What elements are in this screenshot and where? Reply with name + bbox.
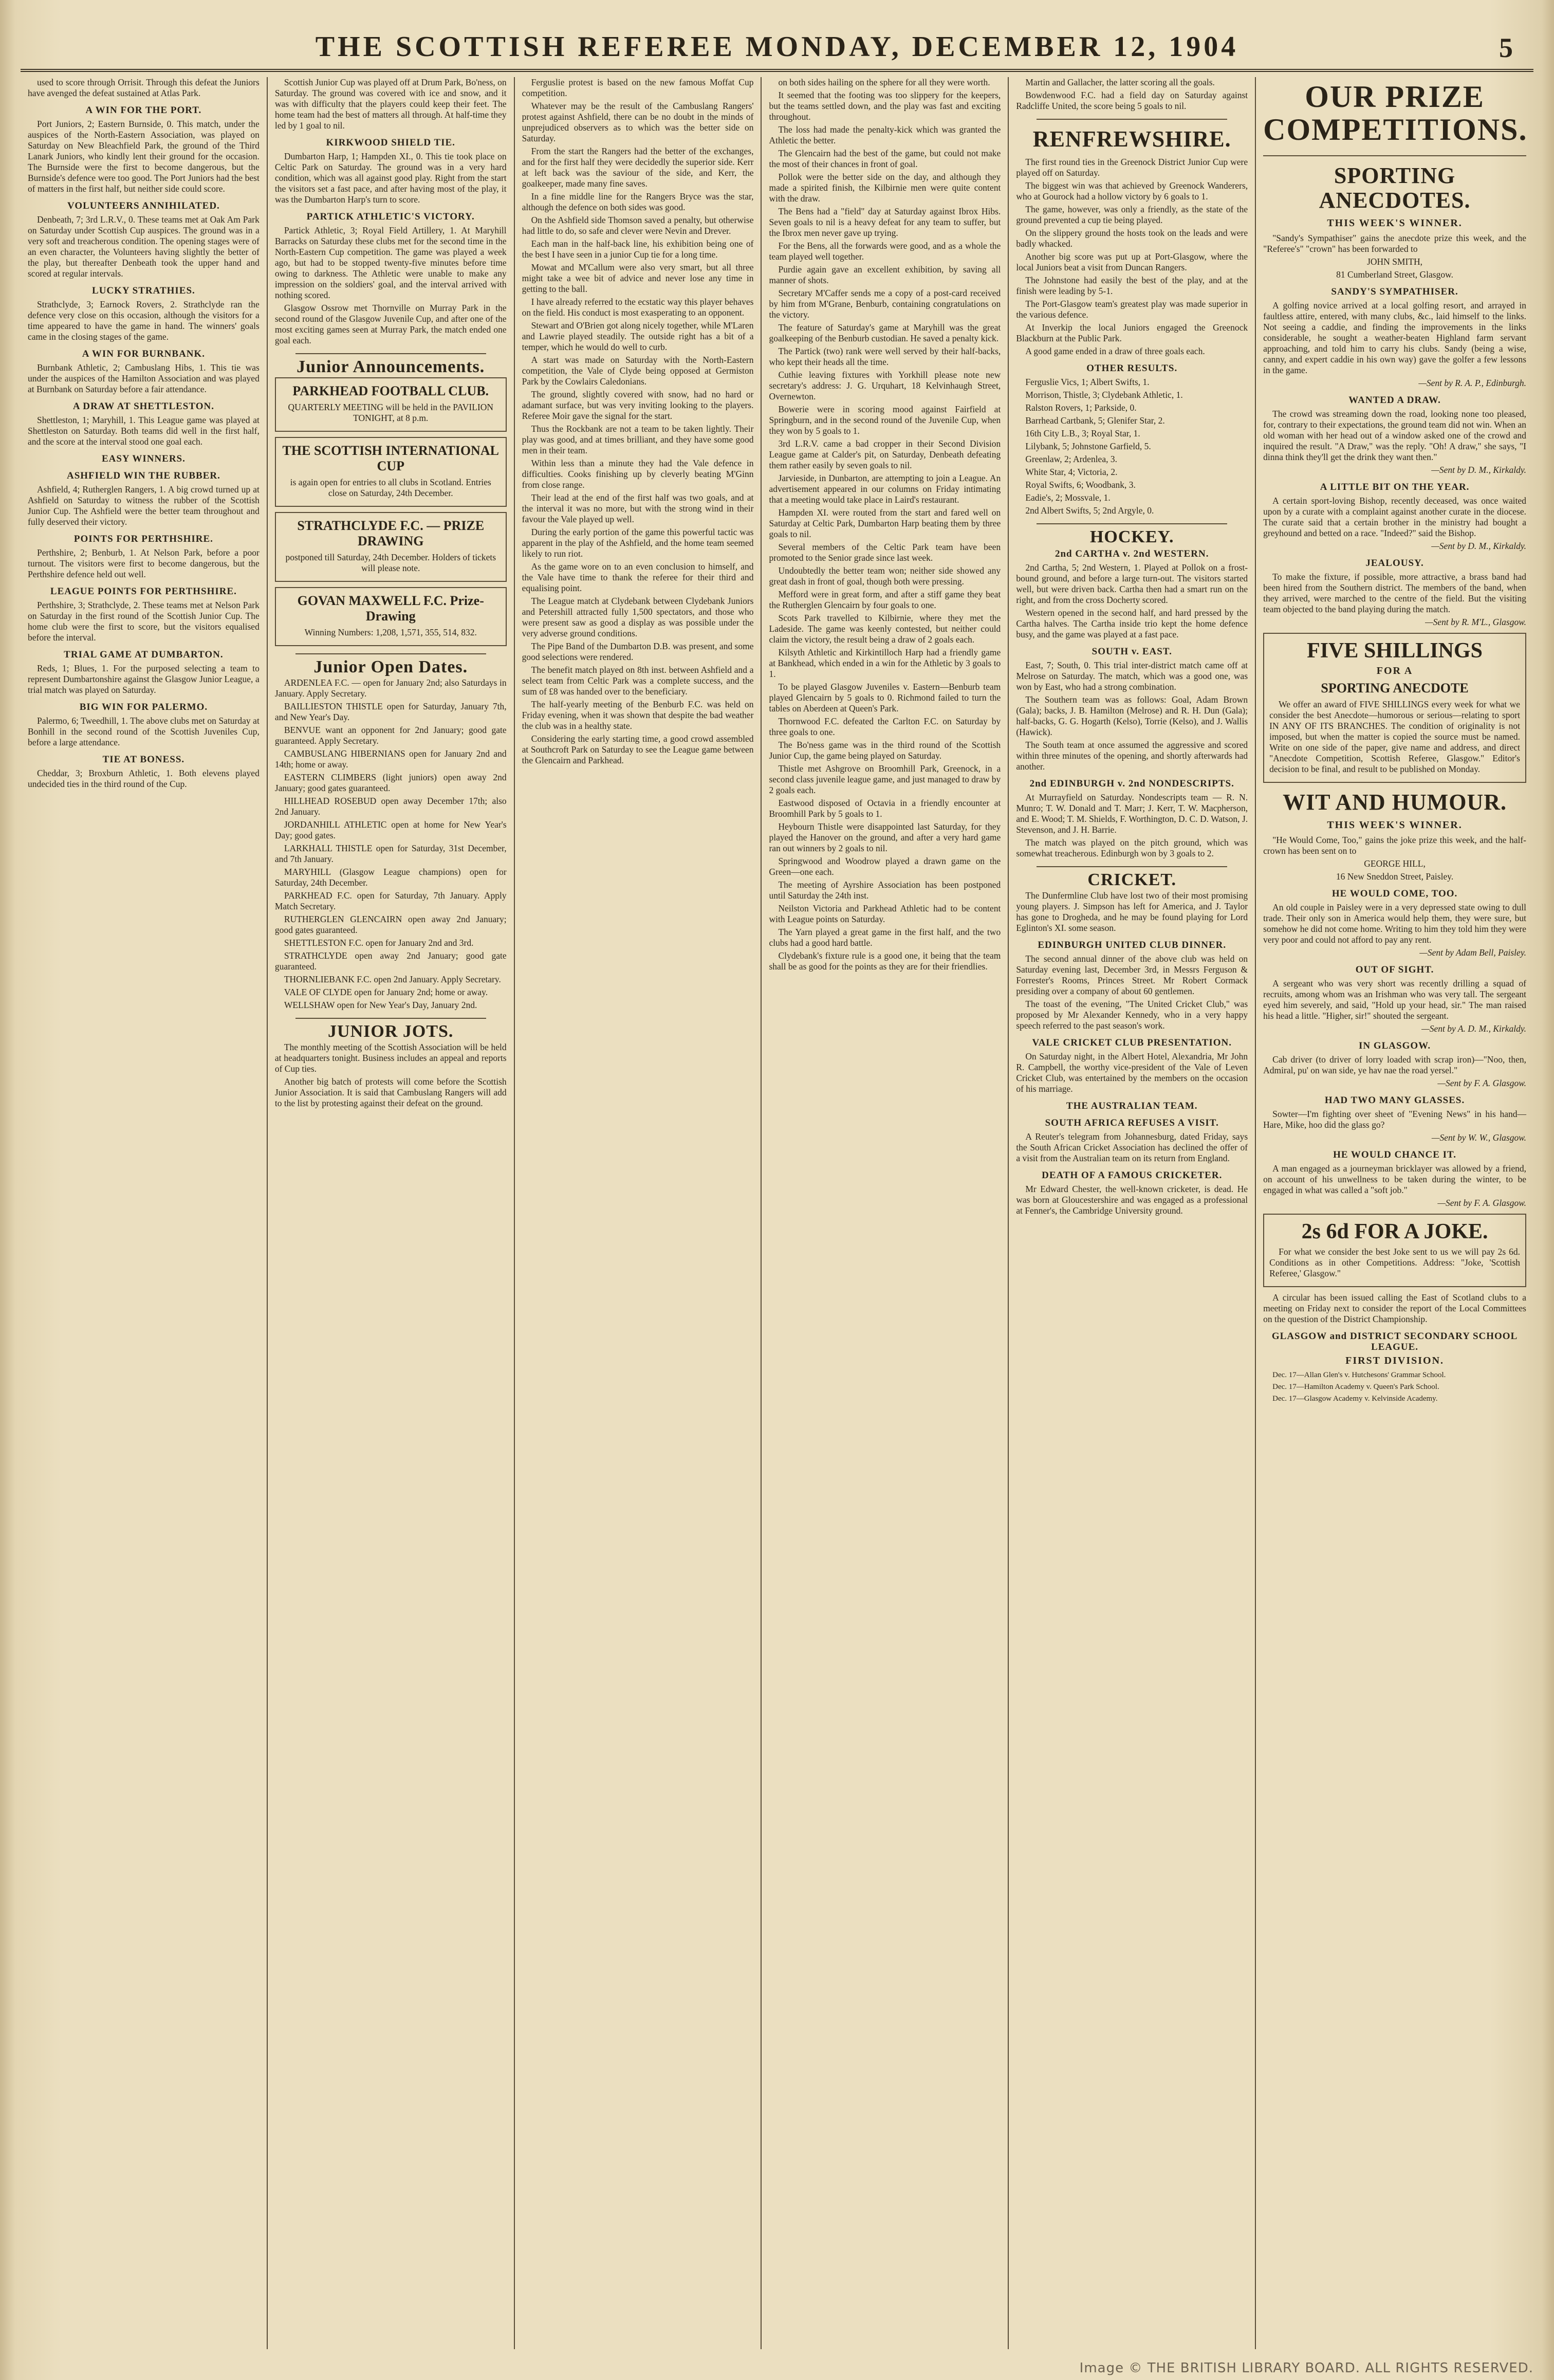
fixture-item: Dec. 17—Hamilton Academy v. Queen's Park School. bbox=[1272, 1383, 1439, 1391]
section-heading: EDINBURGH UNITED CLUB DINNER. bbox=[1038, 940, 1227, 950]
article-text: A golfing novice arrived at a local golfing resort, and arrayed in faultless attire, entered, with many clubs, &c., laid himself to the links. Not seeing a caddie, and finding the improvements in the links considerable, he sought a weather-beaten Highland farm servant approaching, and told him to carry his clubs. Sandy (being a wise, canny, and expert caddie in his own way) gave the golfer a few lessons in the game. bbox=[1263, 300, 1526, 375]
article-text: Undoubtedly the better team won; neither side showed any great dash in front of goal, though both were pressing. bbox=[769, 565, 1001, 587]
winner-name: GEORGE HILL, bbox=[1364, 858, 1426, 869]
announcement-text: QUARTERLY MEETING will be held in the PAVILION TONIGHT, at 8 p.m. bbox=[288, 402, 493, 423]
signature: —Sent by R. M'L., Glasgow. bbox=[1425, 617, 1526, 627]
article-text: Shettleston, 1; Maryhill, 1. This League game was played at Shettleston on Saturday. Both teams did well in the first half, and the score at the interval stood one goal each. bbox=[28, 415, 260, 447]
five-shillings-ad bbox=[1263, 633, 1526, 783]
article-text: The Dunfermline Club have lost two of their most promising young players. J. Simpson has left for America, and J. Taylor has gone to Drogheda, and he may be found playing for Lord Eglinton's XI. some season. bbox=[1016, 890, 1248, 933]
article-text: A good game ended in a draw of three goals each. bbox=[1025, 346, 1205, 356]
open-date-item: CAMBUSLANG HIBERNIANS open for January 2nd and 14th; home or away. bbox=[274, 748, 507, 770]
article-text: A man engaged as a journeyman bricklayer was allowed by a friend, on account of his unwellness to be taken during the winter, to be engaged in what was called a "soft job." bbox=[1263, 1163, 1526, 1195]
announcement-title: GOVAN MAXWELL F.C. Prize-Drawing bbox=[297, 593, 484, 624]
article-text: Thistle met Ashgrove on Broomhill Park, Greenock, in a second class juvenile league game, and just managed to draw by 2 goals each. bbox=[769, 763, 1001, 795]
article-text: Reds, 1; Blues, 1. For the purposed selecting a team to represent Dumbartonshire against the Glasgow Junior League, a trial match was played on Saturday. bbox=[28, 663, 260, 695]
section-heading: 2nd CARTHA v. 2nd WESTERN. bbox=[1054, 548, 1209, 559]
article-text: To make the fixture, if possible, more attractive, a brass band had been hired from the Southern district. The members of the band, when they arrived, were marched to the centre of the field. But the visiting team objected to the band playing during the match. bbox=[1263, 572, 1526, 614]
article-text: The ground, slightly covered with snow, had no hard or adamant surface, but was very inviting looking to the players. Referee Moir gave the signal for the start. bbox=[522, 389, 754, 421]
article-text: The Southern team was as follows: Goal, Adam Brown (Gala); backs, J. B. Hamilton (Melrose) and R. H. Dun (Gala); half-backs, G. G. Hogarth (Kelso), Torrie (Kelso), and J. Wallis (Hawick). bbox=[1016, 694, 1248, 737]
article-text: The Yarn played a great game in the first half, and the two clubs had a good hard battle. bbox=[769, 927, 1001, 948]
wit-and-humour-heading: WIT AND HUMOUR. bbox=[1283, 790, 1507, 815]
signature: —Sent by R. A. P., Edinburgh. bbox=[1418, 378, 1526, 388]
article-text: Cuthie leaving fixtures with Yorkhill please note new secretary's address: J. G. Urquhart, 18 Kelvinhaugh Street, Overnewton. bbox=[769, 370, 1001, 401]
masthead bbox=[21, 25, 1533, 72]
open-date-item: BAILLIESTON THISTLE open for Saturday, January 7th, and New Year's Day. bbox=[274, 701, 507, 722]
article-text: A start was made on Saturday with the North-Eastern competition, the Vale of Clyde being opposed at Germiston Park by the Cowlairs Caledonians. bbox=[522, 355, 754, 387]
section-heading: TRIAL GAME AT DUMBARTON. bbox=[64, 649, 224, 660]
section-heading: VALE CRICKET CLUB PRESENTATION. bbox=[1032, 1037, 1232, 1048]
article-text: Thornwood F.C. defeated the Carlton F.C. on Saturday by three goals to one. bbox=[769, 716, 1001, 737]
section-heading: SANDY'S SYMPATHISER. bbox=[1331, 286, 1458, 297]
column-2 bbox=[268, 77, 515, 2349]
joke-prize-ad bbox=[1263, 1214, 1526, 1287]
section-heading: OUT OF SIGHT. bbox=[1355, 964, 1434, 975]
junior-jots-heading: JUNIOR JOTS. bbox=[328, 1022, 454, 1041]
section-heading: A LITTLE BIT ON THE YEAR. bbox=[1320, 482, 1470, 492]
article-text: At Murrayfield on Saturday. Nondescripts team — R. N. Munro; T. W. Donald and T. Marr; J. Kerr, T. W. Macpherson, and E. Wood; T. M. Shields, F. Worthington, D. C. D. Watson, J. Stevenson, and J. H. Barrie. bbox=[1016, 792, 1248, 835]
article-text: Thus the Rockbank are not a team to be taken lightly. Their play was good, and at times brilliant, and they have some good men in their team. bbox=[522, 424, 754, 455]
signature: —Sent by A. D. M., Kirkaldy. bbox=[1421, 1023, 1526, 1034]
hockey-heading: HOCKEY. bbox=[1089, 527, 1174, 546]
prize-competitions-heading: OUR PRIZE COMPETITIONS. bbox=[1263, 80, 1528, 147]
announcement-title: THE SCOTTISH INTERNATIONAL CUP bbox=[282, 443, 499, 473]
article-text: During the early portion of the game this powerful tactic was apparent in the play of the Ashfield, and the home team seemed likely to run riot. bbox=[522, 527, 754, 559]
article-text: Dumbarton Harp, 1; Hampden XI., 0. This tie took place on Celtic Park on Saturday. The ground was in a very hard condition, which was all against good play. Right from the start the visitors set a fast pace, and after having most of the play, it was the Dumbarton Harp's turn to score. bbox=[274, 151, 507, 205]
article-text: Clydebank's fixture rule is a good one, it being that the team shall be as good for the points as they are for their friendlies. bbox=[769, 950, 1001, 972]
article-text: used to score through Orrisit. Through this defeat the Juniors have avenged the defeat sustained at Atlas Park. bbox=[28, 77, 260, 98]
article-text: Cheddar, 3; Broxburn Athletic, 1. Both elevens played undecided ties in the third round of the Cup. bbox=[28, 768, 260, 789]
open-date-item: JORDANHILL ATHLETIC open at home for New Year's Day; good gates. bbox=[274, 819, 507, 840]
winner-name: JOHN SMITH, bbox=[1367, 257, 1423, 267]
article-text: The Pipe Band of the Dumbarton D.B. was present, and some good selections were rendered. bbox=[522, 641, 754, 662]
divider bbox=[1263, 155, 1526, 156]
article-text: On the Ashfield side Thomson saved a penalty, but otherwise had little to do, so safe and clever were Nevin and Drever. bbox=[522, 215, 754, 236]
ad-title: FIVE SHILLINGS bbox=[1307, 639, 1483, 663]
section-heading: BIG WIN FOR PALERMO. bbox=[79, 702, 208, 712]
divider bbox=[1037, 866, 1227, 867]
signature: —Sent by Adam Bell, Paisley. bbox=[1419, 947, 1526, 958]
weekly-winner-label: THIS WEEK'S WINNER. bbox=[1327, 819, 1463, 831]
ad-subtitle: SPORTING ANECDOTE bbox=[1321, 681, 1469, 695]
article-text: Cab driver (to driver of lorry loaded with scrap iron)—"Noo, then, Admiral, pu' on wan side, ye hav nae the road yersel." bbox=[1263, 1054, 1526, 1075]
page-number: 5 bbox=[1499, 32, 1513, 63]
article-text: Ferguslie protest is based on the new famous Moffat Cup competition. bbox=[522, 77, 754, 98]
column-4 bbox=[762, 77, 1009, 2349]
open-date-item: PARKHEAD F.C. open for Saturday, 7th January. Apply Match Secretary. bbox=[274, 890, 507, 911]
section-heading: 2nd EDINBURGH v. 2nd NONDESCRIPTS. bbox=[1029, 778, 1234, 789]
section-heading: THE AUSTRALIAN TEAM. bbox=[1066, 1101, 1198, 1111]
article-text: Port Juniors, 2; Eastern Burnside, 0. This match, under the auspices of the North-Eastern Association, was played on Saturday on New Bleachfield Park, the ground of the Third Lanark Juniors, who kindly lent their ground for the occasion. The Burnside were the first to become dangerous, but the Burnside's defence were too good. The Port Juniors had the best of matters in the first half, but neither side could score. bbox=[28, 119, 260, 194]
section-heading: HE WOULD COME, TOO. bbox=[1331, 888, 1458, 899]
article-text: Burnbank Athletic, 2; Cambuslang Hibs, 1. This tie was under the auspices of the Hamilton Association and was played at Burnbank on Saturday before a fair attendance. bbox=[28, 362, 260, 394]
section-heading: VOLUNTEERS ANNIHILATED. bbox=[67, 200, 220, 211]
article-text: Pollok were the better side on the day, and although they made a spirited finish, the Kilbirnie men were quite content with the draw. bbox=[769, 172, 1001, 204]
article-text: Jarvieside, in Dunbarton, are attempting to join a League. An advertisement appeared in our columns on Friday intimating that a meeting would take place in Laird's restaurant. bbox=[769, 473, 1001, 505]
article-text: I have already referred to the ecstatic way this player behaves on the field. His conduct is most exasperating to an opponent. bbox=[522, 297, 754, 318]
open-date-item: SHETTLESTON F.C. open for January 2nd and 3rd. bbox=[284, 938, 474, 948]
announcement-text: is again open for entries to all clubs in Scotland. Entries close on Saturday, 24th December. bbox=[290, 477, 491, 498]
article-text: To be played Glasgow Juveniles v. Eastern—Benburb team played Glencairn by 5 goals to 0. Richmond failed to turn the tables on Aberdeen at Queen's Park. bbox=[769, 682, 1001, 713]
article-text: Within less than a minute they had the Vale defence in difficulties. Cooks finishing up by cleverly beating M'Ginn from close range. bbox=[522, 458, 754, 490]
section-heading: KIRKWOOD SHIELD TIE. bbox=[326, 137, 455, 148]
article-text: 3rd L.R.V. came a bad cropper in their Second Division League game at Calder's pit, on Saturday, Denbeath defeating them rather easily by seven goals to nil. bbox=[769, 438, 1001, 470]
section-heading: GLASGOW and DISTRICT SECONDARY SCHOOL LEAGUE. bbox=[1271, 1331, 1518, 1352]
result-item: Lilybank, 5; Johnstone Garfield, 5. bbox=[1025, 441, 1151, 451]
section-heading: HAD TWO MANY GLASSES. bbox=[1324, 1095, 1465, 1106]
article-text: Scots Park travelled to Kilbirnie, where they met the Ladeside. The game was keenly contested, but neither could claim the victory, the result being a draw of 2 goals each. bbox=[769, 613, 1001, 645]
section-heading: HE WOULD CHANCE IT. bbox=[1333, 1149, 1457, 1160]
article-text: Scottish Junior Cup was played off at Drum Park, Bo'ness, on Saturday. The ground was covered with ice and snow, and it was with difficulty that the players could keep their feet. The home team had the best of matters all through. At half-time they led by 1 goal to nil. bbox=[274, 77, 507, 131]
result-item: Morrison, Thistle, 3; Clydebank Athletic, 1. bbox=[1025, 390, 1183, 400]
divider bbox=[295, 1018, 486, 1019]
article-text: The half-yearly meeting of the Benburb F.C. was held on Friday evening, when it was shown that despite the bad weather the club was in a healthy state. bbox=[522, 699, 754, 731]
result-item: 2nd Albert Swifts, 5; 2nd Argyle, 0. bbox=[1025, 505, 1154, 516]
article-text: The Bo'ness game was in the third round of the Scottish Junior Cup, the game being played on Saturday. bbox=[769, 740, 1001, 761]
ad-title: 2s 6d FOR A JOKE. bbox=[1301, 1220, 1488, 1243]
article-text: Hampden XI. were routed from the start and fared well on Saturday at Celtic Park, Dumbarton Harp beating them by three goals to nil. bbox=[769, 507, 1001, 539]
result-item: White Star, 4; Victoria, 2. bbox=[1025, 467, 1118, 477]
article-text: Strathclyde, 3; Earnock Rovers, 2. Strathclyde ran the defence very close on this occasion, although the visitors for a time appeared to have the game in hand. The winners' goals came in the closing stages of the game. bbox=[28, 299, 260, 342]
column-3 bbox=[515, 77, 762, 2349]
column-1 bbox=[21, 77, 268, 2349]
article-text: The match was played on the pitch ground, which was somewhat treacherous. Edinburgh won by 3 goals to 2. bbox=[1016, 837, 1248, 858]
article-text: Kilsyth Athletic and Kirkintilloch Harp had a friendly game at Bankhead, which ended in a win for the Athletic by 3 goals to 1. bbox=[769, 647, 1001, 679]
division-label: FIRST DIVISION. bbox=[1345, 1355, 1445, 1366]
article-text: Ashfield, 4; Rutherglen Rangers, 1. A big crowd turned up at Ashfield on Saturday to witness the rubber of the Scottish Junior Cup. The Ashfield were the better team throughout and fully deserved their victory. bbox=[28, 484, 260, 527]
section-heading: TIE AT BONESS. bbox=[102, 754, 185, 765]
article-text: The Port-Glasgow team's greatest play was made superior in the various defence. bbox=[1016, 299, 1248, 320]
section-heading: LEAGUE POINTS FOR PERTHSHIRE. bbox=[50, 586, 237, 597]
article-text: "He Would Come, Too," gains the joke prize this week, and the half-crown has been sent on to bbox=[1263, 835, 1526, 856]
announcement bbox=[275, 512, 507, 582]
open-date-item: VALE OF CLYDE open for January 2nd; home or away. bbox=[284, 987, 488, 997]
divider bbox=[1037, 523, 1227, 524]
column-5 bbox=[1009, 77, 1256, 2349]
section-heading: A WIN FOR THE PORT. bbox=[85, 105, 202, 116]
signature: —Sent by F. A. Glasgow. bbox=[1437, 1078, 1526, 1088]
article-text: At Inverkip the local Juniors engaged the Greenock Blackburn at the Public Park. bbox=[1016, 322, 1248, 343]
article-text: The benefit match played on 8th inst. between Ashfield and a select team from Celtic Park was a complete success, and the sum of £8 was handed over to the beneficiary. bbox=[522, 665, 754, 697]
article-text: Purdie again gave an excellent exhibition, by saving all manner of shots. bbox=[769, 264, 1001, 285]
article-text: The League match at Clydebank between Clydebank Juniors and Petershill attracted fully 1,500 spectators, and those who were present saw as good a display as was possible under the very adverse ground conditions. bbox=[522, 596, 754, 638]
article-text: The biggest win was that achieved by Greenock Wanderers, who at Gourock had a hollow victory by 6 goals to 1. bbox=[1016, 180, 1248, 202]
section-heading: A WIN FOR BURNBANK. bbox=[82, 349, 206, 359]
open-date-item: RUTHERGLEN GLENCAIRN open away 2nd January; good gates guaranteed. bbox=[274, 914, 507, 935]
section-heading: SOUTH v. EAST. bbox=[1092, 646, 1172, 657]
article-text: A certain sport-loving Bishop, recently deceased, was once waited upon by a curate with a complaint against another curate in the diocese. The curate said that a certain brother in the ministry had bought a greyhound and betted on a race. "Indeed?" said the Bishop. bbox=[1263, 496, 1526, 538]
section-heading: OTHER RESULTS. bbox=[1086, 363, 1178, 374]
article-text: Perthshire, 2; Benburb, 1. At Nelson Park, before a poor turnout. The visitors were first to become dangerous, but the Perthshire defence held out well. bbox=[28, 547, 260, 579]
article-text: The Glencairn had the best of the game, but could not make the most of their chances in front of goal. bbox=[769, 148, 1001, 169]
article-text: The first round ties in the Greenock District Junior Cup were played off on Saturday. bbox=[1016, 157, 1248, 178]
article-text: On the slippery ground the hosts took on the leads and were badly whacked. bbox=[1016, 228, 1248, 249]
signature: —Sent by W. W., Glasgow. bbox=[1431, 1132, 1526, 1143]
open-date-item: EASTERN CLIMBERS (light juniors) open away 2nd January; good gates guaranteed. bbox=[274, 772, 507, 793]
page-title: THE SCOTTISH REFEREE MONDAY, DECEMBER 12, 1904 bbox=[315, 31, 1239, 63]
article-text: Glasgow Ossrow met Thornville on Murray Park in the second round of the Glasgow Juvenile Cup, and after one of the most exciting games seen at Murray Park, the match ended one goal each. bbox=[274, 303, 507, 345]
result-item: Ralston Rovers, 1; Parkside, 0. bbox=[1025, 402, 1137, 413]
columns bbox=[21, 77, 1533, 2349]
divider bbox=[1037, 119, 1227, 120]
article-text: "Sandy's Sympathiser" gains the anecdote prize this week, and the "Referee's" "crown" has been forwarded to bbox=[1263, 233, 1526, 254]
article-text: Their lead at the end of the first half was two goals, and at the interval it was no more, but with the strong wind in their favour the Vale played up well. bbox=[522, 492, 754, 524]
article-text: The Partick (two) rank were well served by their half-backs, who kept their heads all the time. bbox=[769, 346, 1001, 367]
announcement-text: postponed till Saturday, 24th December. Holders of tickets will please note. bbox=[285, 552, 496, 573]
cricket-heading: CRICKET. bbox=[1087, 870, 1177, 889]
result-item: Greenlaw, 2; Ardenlea, 3. bbox=[1025, 454, 1117, 464]
article-text: It seemed that the footing was too slippery for the keepers, but the teams settled down, and the play was fast and exciting throughout. bbox=[769, 90, 1001, 122]
article-text: From the start the Rangers had the better of the exchanges, and for the first half they were decidedly the superior side. Kerr at left back was the saviour of the side, and Kerr, the goalkeeper, made many fine saves. bbox=[522, 146, 754, 189]
article-text: The feature of Saturday's game at Maryhill was the great goalkeeping of the Benburb custodian. He saved a penalty kick. bbox=[769, 322, 1001, 343]
announcement-title: PARKHEAD FOOTBALL CLUB. bbox=[292, 383, 489, 398]
result-item: Barrhead Cartbank, 5; Glenifer Star, 2. bbox=[1025, 415, 1165, 426]
article-text: A sergeant who was very short was recently drilling a squad of recruits, among whom was an Irishman who was very tall. The sergeant eyed him severely, and said, "Hold up your head, sir." The man raised his head a little. "Higher, sir!" shouted the sergeant. bbox=[1263, 978, 1526, 1021]
article-text: Martin and Gallacher, the latter scoring all the goals. bbox=[1025, 77, 1215, 87]
article-text: Eastwood disposed of Octavia in a friendly encounter at Broomhill Park by 5 goals to 1. bbox=[769, 798, 1001, 819]
open-date-item: HILLHEAD ROSEBUD open away December 17th; also 2nd January. bbox=[274, 796, 507, 817]
article-text: Several members of the Celtic Park team have been promoted to the Senior grade since last week. bbox=[769, 542, 1001, 563]
article-text: The crowd was streaming down the road, looking none too pleased, for, contrary to their expectations, the ground team did not win. When an old woman with her head out of a window asked one of the crowd and inquired the result. "A Draw," was the reply. "Oh! A draw," she says, "I dinna think they'll get the drink they want then." bbox=[1263, 409, 1526, 462]
article-text: An old couple in Paisley were in a very depressed state owing to dull trade. Their only son in America would help them, they were sure, but somehow he did not come home. Writing to him they told him they were very poor and could not afford to pay any rent. bbox=[1263, 902, 1526, 945]
result-item: Ferguslie Vics, 1; Albert Swifts, 1. bbox=[1025, 377, 1150, 387]
article-text: Palermo, 6; Tweedhill, 1. The above clubs met on Saturday at Bonhill in the second round of the Scottish Juveniles Cup, before a large attendance. bbox=[28, 716, 260, 747]
article-text: The Johnstone had easily the best of the play, and at the finish were leading by 5-1. bbox=[1016, 275, 1248, 296]
article-text: On Saturday night, in the Albert Hotel, Alexandria, Mr John R. Campbell, the worthy vice-president of the Vale of Leven Cricket Club, was entertained by the members on the occasion of his marriage. bbox=[1016, 1051, 1248, 1094]
ad-text: For what we consider the best Joke sent to us we will pay 2s 6d. Conditions as in other Competitions. Address: "Joke, 'Scottish Referee,' Glasgow." bbox=[1269, 1247, 1520, 1278]
article-text: The loss had made the penalty-kick which was granted the Athletic the better. bbox=[769, 124, 1001, 145]
fixture-item: Dec. 17—Allan Glen's v. Hutchesons' Grammar School. bbox=[1272, 1371, 1446, 1379]
section-heading: DEATH OF A FAMOUS CRICKETER. bbox=[1042, 1170, 1223, 1181]
article-text: The monthly meeting of the Scottish Association will be held at headquarters tonight. Business includes an appeal and reports of Cup ties. bbox=[274, 1042, 507, 1074]
article-text: Denbeath, 7; 3rd L.R.V., 0. These teams met at Oak Am Park on Saturday under Scottish Cup auspices. The ground was in a very soft and treacherous condition. The opening stages were of an even character, the Volunteers having slightly the better of the play, but thereafter Denbeath took the upper hand and scored at regular intervals. bbox=[28, 214, 260, 279]
open-dates-heading: Junior Open Dates. bbox=[313, 657, 468, 676]
article-text: The second annual dinner of the above club was held on Saturday evening last, December 3rd, in Messrs Ferguson & Forrester's Rooms, Princes Street. Mr Robert Cormack presiding over a company of about 60 gentlemen. bbox=[1016, 954, 1248, 996]
section-heading: JEALOUSY. bbox=[1365, 558, 1424, 569]
open-date-item: ARDENLEA F.C. — open for January 2nd; also Saturdays in January. Apply Secretary. bbox=[274, 678, 507, 699]
section-heading: PARTICK ATHLETIC'S VICTORY. bbox=[306, 211, 475, 222]
renfrewshire-heading: RENFREWSHIRE. bbox=[1032, 126, 1231, 152]
weekly-winner-label: THIS WEEK'S WINNER. bbox=[1327, 217, 1463, 229]
article-text: Springwood and Woodrow played a drawn game on the Green—one each. bbox=[769, 856, 1001, 877]
announcement bbox=[275, 437, 507, 507]
article-text: Heybourn Thistle were disappointed last Saturday, for they played the Hanover on the ground, and after a very hard game ran out winners by 2 goals to nil. bbox=[769, 821, 1001, 853]
announcements-heading: Junior Announcements. bbox=[297, 357, 485, 376]
section-heading: LUCKY STRATHIES. bbox=[92, 285, 195, 296]
open-date-item: WELLSHAW open for New Year's Day, January 2nd. bbox=[284, 1000, 477, 1010]
article-text: Bowdenwood F.C. had a field day on Saturday against Radcliffe United, the score being 5 goals to nil. bbox=[1016, 90, 1248, 111]
column-6 bbox=[1256, 77, 1533, 2349]
ad-for: FOR A bbox=[1376, 665, 1413, 676]
article-text: Whatever may be the result of the Cambuslang Rangers' protest against Ashfield, there can be no doubt in the minds of unprejudiced observers as to which was the better side on Saturday. bbox=[522, 101, 754, 143]
article-text: 2nd Cartha, 5; 2nd Western, 1. Played at Pollok on a frost-bound ground, and before a large turn-out. The visitors started well, but were driven back. Cartha then had a smart run on the right, and from the cross Docherty scored. bbox=[1016, 562, 1248, 605]
article-text: The toast of the evening, "The United Cricket Club," was proposed by Mr Alexander Kennedy, who in a very happy speech referred to the past season's work. bbox=[1016, 999, 1248, 1031]
article-text: The South team at once assumed the aggressive and scored within three minutes of the opening, and shortly afterwards had another. bbox=[1016, 740, 1248, 772]
article-text: Stewart and O'Brien got along nicely together, while M'Laren and Lawrie played steadily. The outside right has a bit of a temper, which he would do well to curb. bbox=[522, 320, 754, 352]
result-item: Royal Swifts, 6; Woodbank, 3. bbox=[1025, 480, 1136, 490]
article-text: In a fine middle line for the Rangers Bryce was the star, although the defence on both sides was good. bbox=[522, 191, 754, 212]
article-text: The meeting of Ayrshire Association has been postponed until Saturday the 24th inst. bbox=[769, 880, 1001, 901]
article-text: The game, however, was only a friendly, as the state of the ground prevented a cup tie being played. bbox=[1016, 204, 1248, 225]
article-text: Another big score was put up at Port-Glasgow, where the local Juniors beat a visit from Duncan Rangers. bbox=[1016, 251, 1248, 272]
fixture-item: Dec. 17—Glasgow Academy v. Kelvinside Academy. bbox=[1272, 1395, 1438, 1403]
open-date-item: LARKHALL THISTLE open for Saturday, 31st December, and 7th January. bbox=[274, 843, 507, 864]
announcement-title: STRATHCLYDE F.C. — PRIZE DRAWING bbox=[297, 518, 485, 548]
announcement-text: Winning Numbers: 1,208, 1,571, 355, 514, 832. bbox=[304, 627, 477, 637]
article-text: Perthshire, 3; Strathclyde, 2. These teams met at Nelson Park on Saturday in the first round of the Scottish Junior Cup. The home club were the first to score, but the visitors equalised before the interval. bbox=[28, 600, 260, 643]
announcement bbox=[275, 587, 507, 646]
result-item: 16th City L.B., 3; Royal Star, 1. bbox=[1025, 428, 1140, 438]
article-text: Neilston Victoria and Parkhead Athletic had to be content with League points on Saturday. bbox=[769, 903, 1001, 924]
signature: —Sent by F. A. Glasgow. bbox=[1437, 1198, 1526, 1208]
article-text: The Bens had a "field" day at Saturday against Ibrox Hibs. Seven goals to nil is a heavy defeat for any team to suffer, but the Ibrox men never gave up trying. bbox=[769, 206, 1001, 238]
article-text: Each man in the half-back line, his exhibition being one of the best I have seen in a junior Cup tie for a long time. bbox=[522, 239, 754, 260]
ad-text: We offer an award of FIVE SHILLINGS every week for what we consider the best Anecdote—humorous or serious—relating to sport IN ANY OF ITS BRANCHES. The condition of originality is not imposed, but when the matter is copied the source must be named. Write on one side of the paper, give name and address, and direct "Anecdote Competition, Scottish Referee, Glasgow." Editor's decision to be final, and result to be published on Monday. bbox=[1269, 699, 1520, 774]
result-item: Eadie's, 2; Mossvale, 1. bbox=[1025, 492, 1111, 503]
article-text: For the Bens, all the forwards were good, and as a whole the team played well together. bbox=[769, 241, 1001, 262]
article-text: on both sides hailing on the sphere for all they were worth. bbox=[778, 77, 990, 87]
article-text: Mr Edward Chester, the well-known cricketer, is dead. He was born at Gloucestershire and was engaged as a professional at Fenner's, the Cambridge University ground. bbox=[1016, 1184, 1248, 1216]
announcement bbox=[275, 377, 507, 432]
winner-address: 81 Cumberland Street, Glasgow. bbox=[1336, 269, 1453, 280]
divider bbox=[295, 653, 486, 654]
open-date-item: THORNLIEBANK F.C. open 2nd January. Apply Secretary. bbox=[284, 974, 501, 984]
section-heading: A DRAW AT SHETTLESTON. bbox=[72, 401, 214, 412]
section-heading: WANTED A DRAW. bbox=[1348, 395, 1441, 406]
article-text: Partick Athletic, 3; Royal Field Artillery, 1. At Maryhill Barracks on Saturday these clubs met for the second time in the North-Eastern Cup competition. The game was played a week ago, but had to be stopped twenty-five minutes before time owing to darkness. The Athletic were unable to make any impression on the soldiers' goal, and the interval arrived with nothing scored. bbox=[274, 225, 507, 300]
article-text: Sowter—I'm fighting over sheet of "Evening News" in his hand—Hare, Mike, hoo did the glass go? bbox=[1263, 1109, 1526, 1130]
article-text: Western opened in the second half, and hard pressed by the Cartha halves. The Cartha inside trio kept the home defence busy, and the game was played at a fast pace. bbox=[1016, 608, 1248, 639]
article-text: Another big batch of protests will come before the Scottish Junior Association. It is said that Cambuslang Rangers will add to the list by protesting against their defeat on the ground. bbox=[274, 1076, 507, 1108]
article-text: Secretary M'Caffer sends me a copy of a post-card received by him from M'Grane, Benburb, containing congratulations on the victory. bbox=[769, 288, 1001, 320]
copyright-credit: Image © THE BRITISH LIBRARY BOARD. ALL RIGHTS RESERVED. bbox=[1079, 2360, 1533, 2376]
article-text: As the game wore on to an even conclusion to himself, and the Vale have time to thank the referee for their third and equalising point. bbox=[522, 561, 754, 593]
signature: —Sent by D. M., Kirkaldy. bbox=[1431, 541, 1526, 551]
open-date-item: BENVUE want an opponent for 2nd January; good gate guaranteed. Apply Secretary. bbox=[274, 725, 507, 746]
open-date-item: STRATHCLYDE open away 2nd January; good gate guaranteed. bbox=[274, 950, 507, 972]
open-date-item: MARYHILL (Glasgow League champions) open for Saturday, 24th December. bbox=[274, 867, 507, 888]
article-text: Bowerie were in scoring mood against Fairfield at Springburn, and in the second round of the Juvenile Cup, when they won by 5 goals to 1. bbox=[769, 404, 1001, 436]
section-heading: IN GLASGOW. bbox=[1358, 1040, 1431, 1051]
winner-address: 16 New Sneddon Street, Paisley. bbox=[1336, 871, 1454, 882]
divider bbox=[295, 353, 486, 354]
sporting-anecdotes-heading: SPORTING ANECDOTES. bbox=[1319, 163, 1471, 213]
article-text: East, 7; South, 0. This trial inter-district match came off at Melrose on Saturday. The match, which was a good one, was won by East, who had a strong combination. bbox=[1016, 660, 1248, 692]
article-text: Considering the early starting time, a good crowd assembled at Southcroft Park on Saturday to see the League game between the Glencairn and Parkhead. bbox=[522, 734, 754, 765]
section-heading: SOUTH AFRICA REFUSES A VISIT. bbox=[1045, 1118, 1219, 1128]
section-heading: EASY WINNERS. bbox=[101, 453, 186, 464]
article-text: A Reuter's telegram from Johannesburg, dated Friday, says the South African Cricket Association has declined the offer of a visit from the Australian team on its return from England. bbox=[1016, 1131, 1248, 1163]
article-text: Mowat and M'Callum were also very smart, but all three might take a wee bit of advice and never lose any time in getting to the ball. bbox=[522, 262, 754, 294]
article-text: A circular has been issued calling the East of Scotland clubs to a meeting on Friday next to consider the report of the Local Committees on the question of the District Championship. bbox=[1263, 1292, 1526, 1324]
article-text: Mefford were in great form, and after a stiff game they beat the Rutherglen Glencairn by four goals to one. bbox=[769, 589, 1001, 610]
section-heading: ASHFIELD WIN THE RUBBER. bbox=[66, 470, 220, 481]
section-heading: POINTS FOR PERTHSHIRE. bbox=[73, 534, 213, 544]
signature: —Sent by D. M., Kirkaldy. bbox=[1431, 465, 1526, 475]
